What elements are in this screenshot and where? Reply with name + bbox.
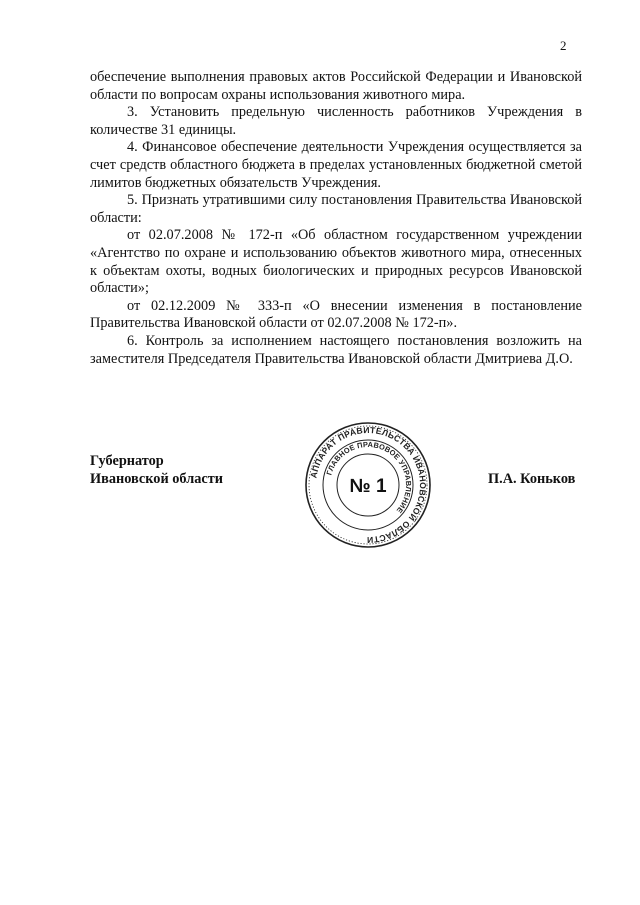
page-number: 2 — [560, 38, 567, 53]
paragraph-continuation: обеспечение выполнения правовых актов Российской Федерации и Ивановской области по вопросам охраны использования животного мира. — [90, 69, 582, 103]
official-stamp — [304, 421, 432, 549]
paragraph-repealed-act-1: от 02.07.2008 № 172-п «Об областном государственном учреждении «Агентство по охране и использованию объектов животного мира, отнесенных к объектам охоты, водных биологических и природных ресурсов Ивановской области»; — [90, 227, 582, 297]
stamp-number: № 1 — [349, 476, 387, 497]
paragraph-item-6: 6. Контроль за исполнением настоящего постановления возложить на заместителя Председателя Правительства Ивановской области Дмитриева Д.О. — [90, 332, 582, 367]
stamp-inner-text: ГЛАВНОЕ ПРАВОВОЕ УПРАВЛЕНИЕ — [324, 439, 414, 515]
signature-title — [90, 452, 223, 488]
paragraph-repealed-act-2: от 02.12.2009 № 333-п «О внесении изменения в постановление Правительства Ивановской области от 02.07.2008 № 172-п». — [90, 297, 582, 332]
paragraph-item-3: 3. Установить предельную численность работников Учреждения в количестве 31 единицы. — [90, 104, 582, 138]
stamp-outer-text: АППАРАТ ПРАВИТЕЛЬСТВА ИВАНОВСКОЙ ОБЛАСТИ — [308, 424, 429, 546]
signature-title-line2: Ивановской области — [90, 471, 223, 487]
signatory-name: П.А. Коньков — [488, 471, 576, 487]
paragraph-item-5: 5. Признать утратившими силу постановления Правительства Ивановской области: — [90, 192, 582, 226]
signature-title-line1: Губернатор — [90, 453, 164, 469]
document-body — [90, 69, 582, 368]
paragraph-item-4: 4. Финансовое обеспечение деятельности Учреждения осуществляется за счет средств областного бюджета в пределах установленных бюджетной сметой лимитов бюджетных обязательств Учреждения. — [90, 139, 582, 191]
